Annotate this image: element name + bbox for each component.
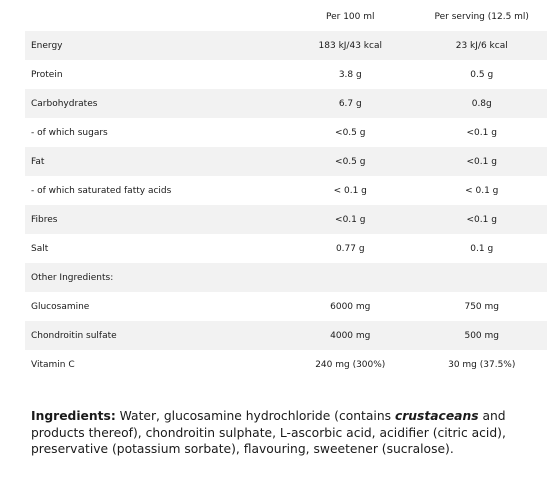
nutrition-table <box>25 3 547 379</box>
value-per-100ml: < 0.1 g <box>284 176 416 205</box>
table-row <box>25 176 547 205</box>
value-per-serving: < 0.1 g <box>416 176 547 205</box>
value-per-serving: 750 mg <box>416 292 547 321</box>
value-per-100ml: 6.7 g <box>284 89 416 118</box>
header-nutrient <box>25 3 284 31</box>
table-row <box>25 321 547 350</box>
value-per-serving: <0.1 g <box>416 118 547 147</box>
table-row <box>25 205 547 234</box>
value-per-serving: 500 mg <box>416 321 547 350</box>
ingredients-label: Ingredients: <box>31 409 116 423</box>
table-row <box>25 350 547 379</box>
value-per-serving: 30 mg (37.5%) <box>416 350 547 379</box>
ingredients-paragraph <box>31 408 531 458</box>
table-row <box>25 263 547 292</box>
nutrient-name: Energy <box>25 31 284 60</box>
ingredients-text-before: Water, glucosamine hydrochloride (contains <box>115 409 395 423</box>
nutrient-name: Vitamin C <box>25 350 284 379</box>
nutrient-name: - of which sugars <box>25 118 284 147</box>
nutrient-name: Other Ingredients: <box>25 263 284 292</box>
value-per-serving: 0.1 g <box>416 234 547 263</box>
table-row <box>25 118 547 147</box>
value-per-100ml: 6000 mg <box>284 292 416 321</box>
nutrient-name: Fat <box>25 147 284 176</box>
table-row <box>25 292 547 321</box>
value-per-serving: 23 kJ/6 kcal <box>416 31 547 60</box>
ingredients-text-after: and products thereof), chondroitin sulphate, L-ascorbic acid, acidifier (citric acid), preservative (potassium sorbate), flavouring, sweetener (sucralose). <box>31 409 506 456</box>
nutrient-name: Protein <box>25 60 284 89</box>
value-per-100ml: <0.5 g <box>284 118 416 147</box>
value-per-100ml: 0.77 g <box>284 234 416 263</box>
value-per-100ml: 3.8 g <box>284 60 416 89</box>
value-per-serving <box>416 263 547 292</box>
nutrient-name: Chondroitin sulfate <box>25 321 284 350</box>
header-per-100ml: Per 100 ml <box>326 12 375 22</box>
table-row <box>25 31 547 60</box>
nutrient-name: - of which saturated fatty acids <box>25 176 284 205</box>
value-per-100ml: 240 mg (300%) <box>284 350 416 379</box>
table-row <box>25 234 547 263</box>
nutrient-name: Carbohydrates <box>25 89 284 118</box>
nutrient-name: Salt <box>25 234 284 263</box>
header-per-serving: Per serving (12.5 ml) <box>434 12 529 22</box>
value-per-100ml: <0.1 g <box>284 205 416 234</box>
nutrient-name: Fibres <box>25 205 284 234</box>
value-per-serving: <0.1 g <box>416 147 547 176</box>
value-per-100ml: 4000 mg <box>284 321 416 350</box>
table-header-row <box>25 3 547 31</box>
table-row <box>25 147 547 176</box>
value-per-100ml: 183 kJ/43 kcal <box>284 31 416 60</box>
value-per-serving: 0.5 g <box>416 60 547 89</box>
value-per-serving: 0.8g <box>416 89 547 118</box>
value-per-serving: <0.1 g <box>416 205 547 234</box>
value-per-100ml: <0.5 g <box>284 147 416 176</box>
allergen-text: crustaceans <box>394 409 479 423</box>
table-row <box>25 60 547 89</box>
value-per-100ml <box>284 263 416 292</box>
table-row <box>25 89 547 118</box>
nutrient-name: Glucosamine <box>25 292 284 321</box>
